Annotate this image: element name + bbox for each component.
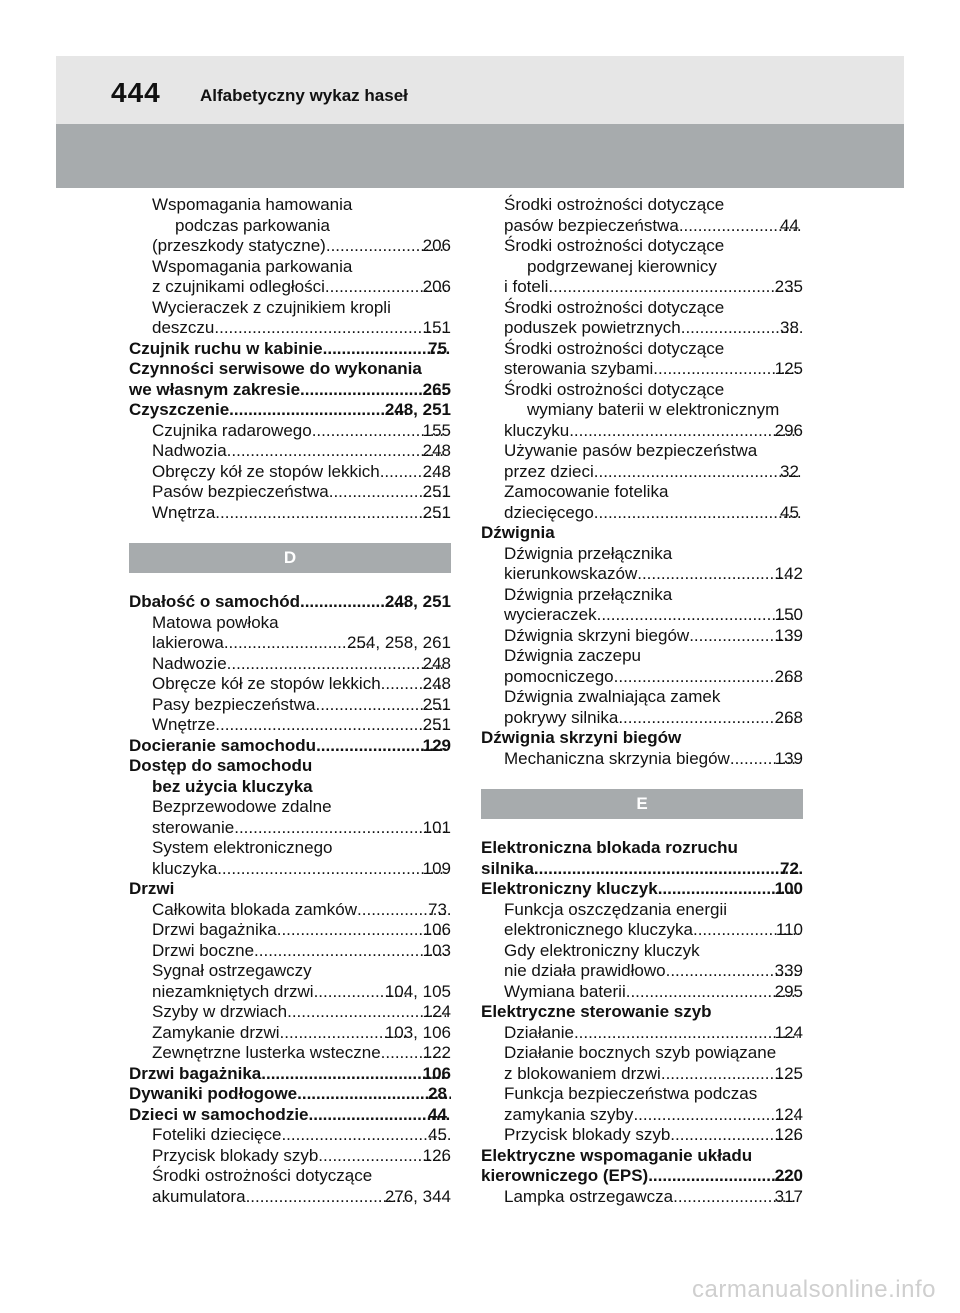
index-subentry: Działanie bocznych szyb powiązane z blokowaniem drzwi ..... 125 [481, 1043, 803, 1084]
index-subentry: Mechaniczna skrzynia biegów ..... 139 [481, 749, 803, 770]
index-subentry: Wspomagania parkowania z czujnikami odległości ..... 206 [129, 257, 451, 298]
index-subentry: Używanie pasów bezpieczeństwa przez dzieci ..... 32 [481, 441, 803, 482]
index-column-left [129, 195, 451, 1207]
chapter-title: Alfabetyczny wykaz haseł [200, 86, 408, 105]
index-subentry: System elektronicznego kluczyka ..... 109 [129, 838, 451, 879]
index-subentry: Sygnał ostrzegawczy niezamkniętych drzwi ..... 104, 105 [129, 961, 451, 1002]
header-bar [56, 56, 904, 124]
index-subentry: Foteliki dziecięce ..... 45 [129, 1125, 451, 1146]
index-subentry: Dźwignia zaczepu pomocniczego ..... 268 [481, 646, 803, 687]
index-subentry: Obręcze kół ze stopów lekkich ..... 248 [129, 674, 451, 695]
index-subentry: Przycisk blokady szyb ..... 126 [129, 1146, 451, 1167]
index-entry-drzwi-bagaznika: Drzwi bagażnika ..... 106 [129, 1064, 451, 1085]
index-entry-docieranie: Docieranie samochodu ..... 129 [129, 736, 451, 757]
index-subentry: Środki ostrożności dotyczące pasów bezpieczeństwa ..... 44 [481, 195, 803, 236]
index-entry-czujnik: Czujnik ruchu w kabinie ..... 75 [129, 339, 451, 360]
index-subentry: Dźwignia zwalniająca zamek pokrywy silnika ..... 268 [481, 687, 803, 728]
index-column-right [481, 195, 803, 1207]
index-subentry: Bezprzewodowe zdalne sterowanie ..... 101 [129, 797, 451, 838]
index-entry-czyszczenie: Czyszczenie ..... 248, 251 [129, 400, 451, 421]
index-subentry: Funkcja bezpieczeństwa podczas zamykania szyby ..... 124 [481, 1084, 803, 1125]
index-subentry: Środki ostrożności dotyczące sterowania szybami ..... 125 [481, 339, 803, 380]
index-subentry: Zewnętrzne lusterka wsteczne ..... 122 [129, 1043, 451, 1064]
index-subentry: Pasy bezpieczeństwa ..... 251 [129, 695, 451, 716]
index-subentry: Obręczy kół ze stopów lekkich ..... 248 [129, 462, 451, 483]
index-entry-kluczyk: Elektroniczny kluczyk ..... 100 [481, 879, 803, 900]
index-subentry: Pasów bezpieczeństwa ..... 251 [129, 482, 451, 503]
header-band [56, 124, 904, 188]
index-subentry: Czujnika radarowego ..... 155 [129, 421, 451, 442]
index-subentry: Nadwozie ..... 248 [129, 654, 451, 675]
index-subentry: Działanie ..... 124 [481, 1023, 803, 1044]
index-subentry: Środki ostrożności dotyczące podgrzewanej kierownicy i foteli ..... 235 [481, 236, 803, 298]
index-subentry: Matowa powłoka lakierowa ..... 254, 258, 261 [129, 613, 451, 654]
index-subentry: Szyby w drzwiach ..... 124 [129, 1002, 451, 1023]
section-header-d: D [129, 543, 451, 573]
index-subentry: Nadwozia ..... 248 [129, 441, 451, 462]
index-entry-dzwignia: Dźwignia [481, 523, 555, 542]
index-subentry: Całkowita blokada zamków ..... 73 [129, 900, 451, 921]
index-subentry: Środki ostrożności dotyczące akumulatora ..... 276, 344 [129, 1166, 451, 1207]
index-subentry: Wycieraczek z czujnikiem kropli deszczu ..... 151 [129, 298, 451, 339]
index-subentry: Zamocowanie fotelika dziecięcego ..... 45 [481, 482, 803, 523]
page-number: 444 [111, 77, 161, 108]
index-entry-dostep: Dostęp do samochodu bez użycia kluczyka [129, 756, 313, 796]
index-subentry: Dźwignia przełącznika wycieraczek ..... 150 [481, 585, 803, 626]
index-subentry: Wspomagania hamowania podczas parkowania (przeszkody statyczne) ..... 206 [129, 195, 451, 257]
index-subentry: Dźwignia skrzyni biegów ..... 139 [481, 626, 803, 647]
index-entry-dbalosc: Dbałość o samochód ..... 248, 251 [129, 592, 451, 613]
index-entry-drzwi: Drzwi [129, 879, 175, 898]
index-subentry: Gdy elektroniczny kluczyk nie działa prawidłowo ..... 339 [481, 941, 803, 982]
index-subentry: Funkcja oszczędzania energii elektronicznego kluczyka ..... 110 [481, 900, 803, 941]
index-subentry: Drzwi boczne ..... 103 [129, 941, 451, 962]
index-subentry: Lampka ostrzegawcza ..... 317 [481, 1187, 803, 1208]
index-subentry: Drzwi bagażnika ..... 106 [129, 920, 451, 941]
watermark: carmanualsonline.info [692, 1276, 936, 1303]
index-subentry: Wymiana baterii ..... 295 [481, 982, 803, 1003]
index-entry-dywaniki: Dywaniki podłogowe ..... 28 [129, 1084, 451, 1105]
index-subentry: Środki ostrożności dotyczące wymiany baterii w elektronicznym kluczyku ..... 296 [481, 380, 803, 442]
index-subentry: Środki ostrożności dotyczące poduszek powietrznych ..... 38 [481, 298, 803, 339]
index-entry-dzwignia-skrzyni: Dźwignia skrzyni biegów [481, 728, 682, 747]
index-subentry: Przycisk blokady szyb ..... 126 [481, 1125, 803, 1146]
index-entry-sterowanie: Elektryczne sterowanie szyb [481, 1002, 712, 1021]
index-entry-czynnosci: Czynności serwisowe do wykonania we własnym zakresie ..... 265 [129, 359, 451, 400]
index-entry-eps: Elektryczne wspomaganie układu kierowniczego (EPS) ..... 220 [481, 1146, 803, 1187]
index-subentry: Wnętrze ..... 251 [129, 715, 451, 736]
index-subentry: Dźwignia przełącznika kierunkowskazów ..... 142 [481, 544, 803, 585]
index-entry-blokada: Elektroniczna blokada rozruchu silnika ..... 72 [481, 838, 803, 879]
index-subentry: Zamykanie drzwi ..... 103, 106 [129, 1023, 451, 1044]
section-header-e: E [481, 789, 803, 819]
index-subentry: Wnętrza ..... 251 [129, 503, 451, 524]
index-entry-dzieci: Dzieci w samochodzie ..... 44 [129, 1105, 451, 1126]
